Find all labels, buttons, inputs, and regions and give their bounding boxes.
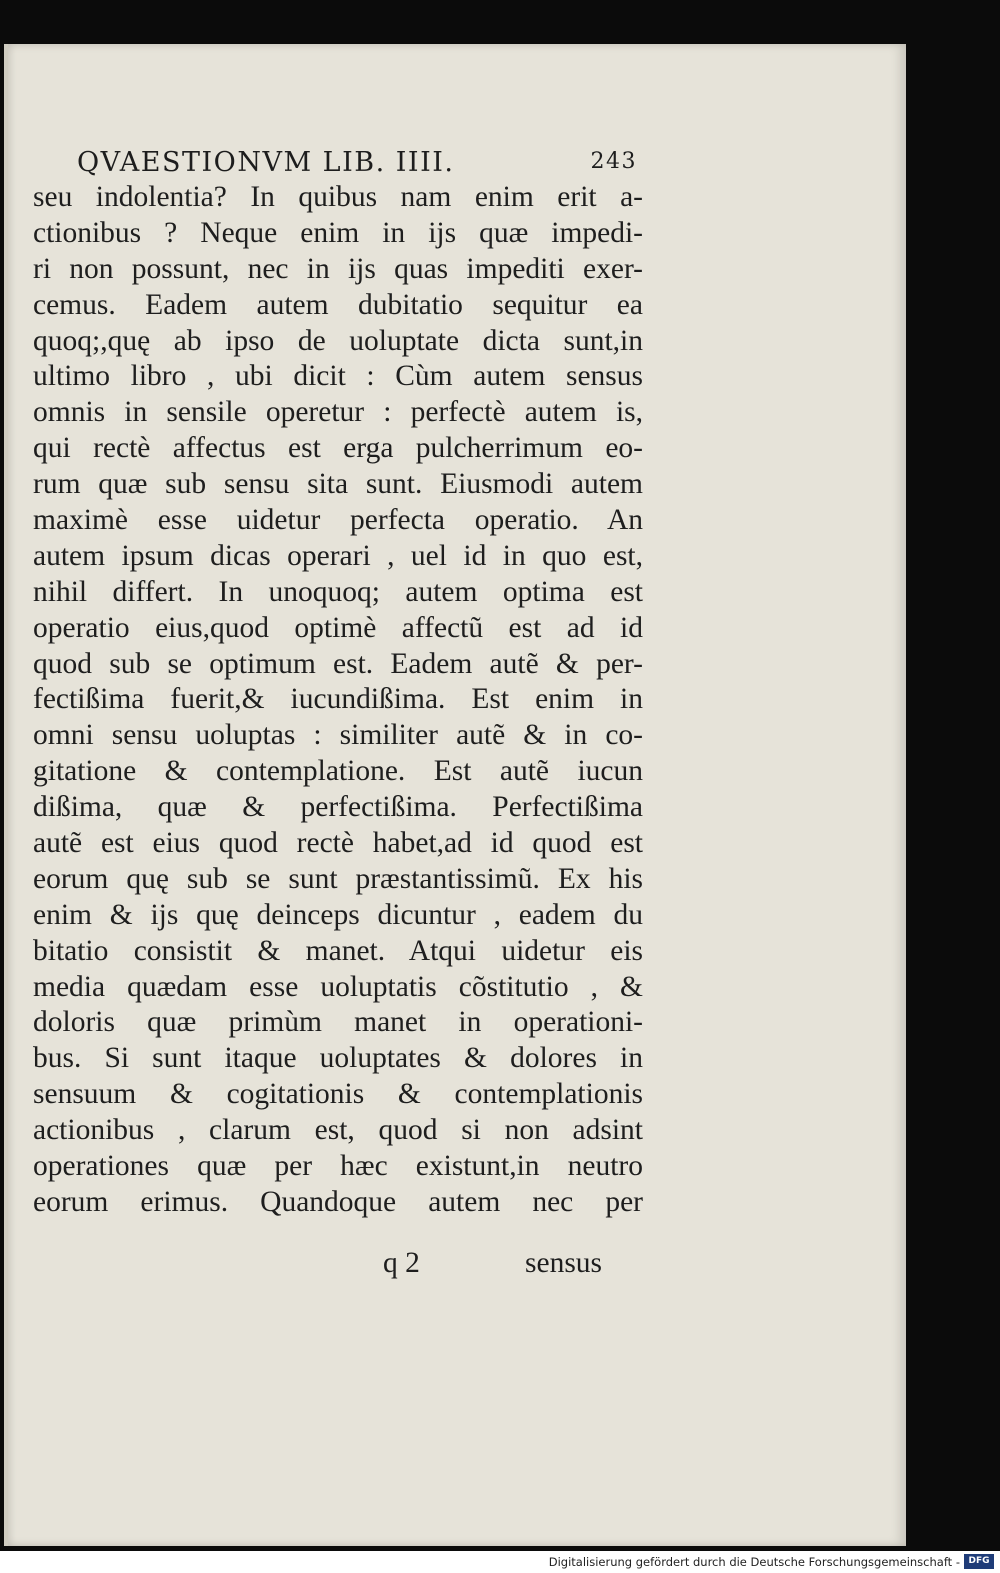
text-line: quod sub se optimum est. Eadem autẽ & per- (33, 647, 643, 680)
text-line: autẽ est eius quod rectè habet,ad id quod est (33, 827, 643, 860)
text-line: autem ipsum dicas operari , uel id in quo est, (33, 539, 643, 572)
signature-line (33, 1247, 643, 1283)
text-line: enim & ijs quę deinceps dicuntur , eadem du (33, 898, 643, 931)
text-line: eorum quę sub se sunt præstantissimũ. Ex his (33, 862, 643, 895)
digitization-footer (0, 1551, 1000, 1573)
catchword: sensus (525, 1247, 603, 1279)
text-line: bitatio consistit & manet. Atqui uidetur eis (33, 934, 643, 967)
text-line: seu indolentia? In quibus nam enim erit a- (33, 181, 643, 213)
text-line: ctionibus ? Neque enim in ijs quæ impedi- (33, 216, 643, 249)
running-title: QVAESTIONVM LIB. IIII. (77, 147, 455, 178)
text-line: fectißima fuerit,& iucundißima. Est enim in (33, 683, 643, 716)
text-line: maximè esse uidetur perfecta operatio. An (33, 504, 643, 537)
text-line: operationes quæ per hæc existunt,in neutro (33, 1150, 643, 1183)
text-line: qui rectè affectus est erga pulcherrimum eo- (33, 432, 643, 465)
text-line: cemus. Eadem autem dubitatio sequitur ea (33, 288, 643, 321)
text-line: ultimo libro , ubi dicit : Cùm autem sensus (33, 360, 643, 393)
dfg-logo: DFG (964, 1554, 994, 1569)
text-line: doloris quæ primùm manet in operationi- (33, 1006, 643, 1039)
signature-mark: q 2 (383, 1247, 420, 1279)
text-line: bus. Si sunt itaque uoluptates & dolores in (33, 1042, 643, 1075)
funding-credit: Digitalisierung gefördert durch die Deutsche Forschungsgemeinschaft - (548, 1555, 960, 1569)
text-line: gitatione & contemplatione. Est autẽ iucun (33, 755, 643, 788)
text-line: omnis in sensile operetur : perfectè autem is, (33, 396, 643, 429)
page-number: 243 (590, 149, 637, 174)
text-line: dißima, quæ & perfectißima. Perfectißima (33, 791, 643, 824)
text-line: rum quæ sub sensu sita sunt. Eiusmodi autem (33, 468, 643, 501)
text-line: actionibus , clarum est, quod si non adsint (33, 1114, 643, 1147)
text-line: eorum erimus. Quandoque autem nec per (33, 1185, 643, 1218)
text-line: sensuum & cogitationis & contemplationis (33, 1078, 643, 1111)
text-line: quoq;,quę ab ipso de uoluptate dicta sunt,in (33, 324, 643, 357)
text-line: omni sensu uoluptas : similiter autẽ & in co- (33, 719, 643, 752)
text-line: operatio eius,quod optimè affectũ est ad id (33, 611, 643, 644)
text-line: nihil differt. In unoquoq; autem optima est (33, 575, 643, 608)
text-line: media quædam esse uoluptatis cõstitutio , & (33, 970, 643, 1003)
body-text (33, 180, 643, 1221)
text-line: ri non possunt, nec in ijs quas impediti exer- (33, 252, 643, 285)
